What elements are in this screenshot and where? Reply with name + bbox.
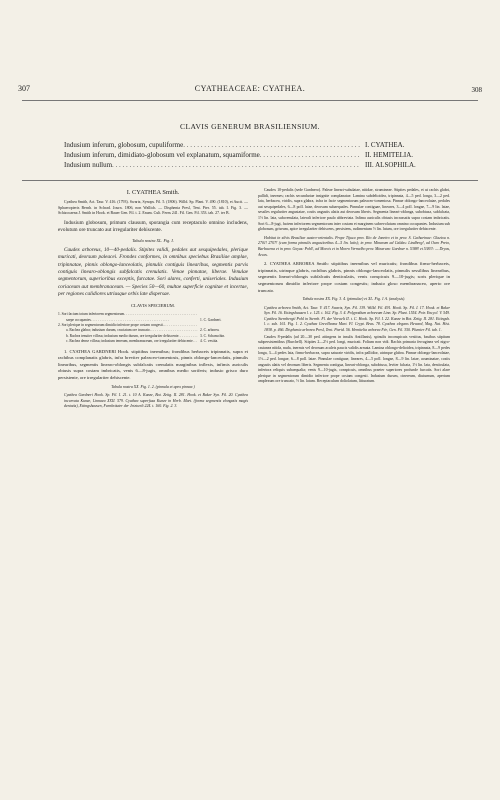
genus-references: Cyathea Smith, Act. Taur. V. 416. (1793). Swartz, Synops. Fil. 5. (1806). Willd. Sp. Plant. V. 490. (1810), et Auctt. — Sphaeropteris Bernh. in Schrad. Journ. 1806, non Wallich. — Disphenia Presl, Tent. Pter. 55. tab. I. Fig. 3. — Schizocaena J. Smith in Hook. et Bauer Gen. Fil. t. 2. Enum. Cult. Ferns 241. Fil. Gen. Fil. 353. tab. 27. ter B. — [58, 200, 248, 216]
species-key-ref: 1. C. Gardneri. — [200, 317, 222, 322]
species-key-title: CLAVIS SPECIERUM. — [130, 302, 176, 308]
key-dot-leader — [112, 160, 361, 170]
key-dot-leader — [260, 150, 361, 160]
species-key-ref: 2. C. arborea. — [200, 328, 220, 333]
species-1-title: 1. CYATHEA GARDNERI Hook. — [64, 348, 130, 354]
species-2-plate: Tabula nostra XX. Fig. 3. 4. (pinnulae) et XL. Fig. 1 A. (analysis). — [302, 297, 406, 302]
species-1-references: Cyathea Gardneri Hook. Sp. Fil. I. 21. t. 10 A. Kunze, Bot. Zeitg. II. 281. Hook. et Baker Syn. Fil. 20. Cyathea incurvata Kunze, Linnaea XXII. 579. Cyathea superfusa Kunze in Herb. Mart. (forma segmentis elongatis magis dentatis), Ettingshausen, Farnkräuter der Jetztwelt 224. t. 160. Fig. 2. 3. — [64, 393, 248, 409]
key-row — [64, 150, 460, 160]
page-number-right: 308 — [471, 86, 482, 94]
key-row-ref: I. CYATHEA. — [365, 141, 405, 149]
key-row — [64, 160, 460, 170]
species-2-description — [258, 261, 450, 294]
key-dot-leader — [183, 140, 361, 150]
key-row-text: Indusium nullum — [64, 161, 113, 169]
species-key-ref: 4. C. vestita. — [200, 339, 219, 344]
species-2-title: 2. CYATHEA ARBOREA Smith: — [264, 261, 329, 267]
page-number-left: 307 — [18, 84, 30, 93]
species-1-long-description: Caudex 10-pedalis (sede Gardnero). Paleae lineari-subulatae, nitidae, stramineae. Stipites pedales, et ut rachis glabri, pallidi, inermes; rachis secundariae insignite complanatae. Lamina subdeltoidea, tripinnata, 4—5 ped. longa, 3—2 ped. lata, herbacea, viridis, supra glabra, infra in facie segmentorum paleaceo-tomentosa. Pinnae oblongo-lanceolatae, pedales aut sesquipedales, 6—8 poll. latae, deorsum subaequales. Pinnulae contiguae, lineares, 3—4 poll. longae, 7—9 lin. latae, sessiles regulariter angustatae, costis angustis alatis aut deorsum liberis. Segmenta lineari-oblonga, subobtusa, subfalcata, 1½ lin. lata, subcrenulata, laterali inferiore paulo abbreviata. Infima auriculis obtusis incrassatis supra costam imbricatis. Sori 6—8-jugi, faciem inferiorem segmentorum inter costam et marginem subrevolutum omnino occupantes. Indusium sub globosum, griseum, apice irregulariter dehiscens, persistens, rudimentum ½ lin. latum, ore irregulariter dehiscente. — [258, 188, 450, 232]
key-row-ref: II. HEMITELIA. — [365, 151, 414, 159]
genus-latin-description: Caudex arboreus, 10—40-pedalis. Stipites validi, pedales aut sesquipedales, plerique muricati, deorsum paleacei. Frondes conformes, in omnibus speciebus Brasiliae amplae, tripinnatae, pinnis oblongo-lanceolatis, pinnulis contiguis linearibus, segmentis parvis contiguis linearo-oblongis subfalcatis crenulatis. Venae pinnatae, liberae. Venulae segmentorum, superioribus exceptis, furcatae. Sori alares, conferti, uniseriales. Indusium coriaceum aut membranaceum. — Species 50—60, multae superficie cognitae et incertae, per regiones calidiores utriusque orbis late dispersae. — [58, 246, 248, 298]
header-rule — [22, 100, 478, 101]
plate-reference: Tabula nostra XL. Fig. I. — [132, 237, 174, 243]
genus-title: I. CYATHEA Smith. — [126, 189, 180, 196]
species-key — [58, 312, 248, 344]
key-row-ref: III. ALSOPHILA. — [365, 161, 416, 169]
species-key-text: saepe occupantes — [66, 317, 91, 322]
species-2-long-description: Caudex 8-pedalis (ad 20—30 ped. attingens in insulis Antillanis), spinulis inconspicuis vestitus, basibus stipitum subpersistentibus (Burchell). Stipites 2—2½ ped. longi, muricati. Folium non vidi. Rachis primaria ferruginea vel nigro-castanea nitida, nuda, inermis vel deorsum aculeis paucis validis armata. Lamina oblongo-deltoidea, tripinnata, 8—9 pedes longa, 3—4 pedes lata, firmo-herbacea, supra saturate viridis, infra pallidior, utrinque glabra. Pinnae oblongo-lanceolatae, 1½—2 ped. longae, 6—8 poll. latae. Pinnulae contiguae, lineares, 4—5 poll. longae, 8—9 lin. latae, acuminatae, costis angustis alatis vel deorsum liberis. Segmenta contigua, lineari-oblonga, subobtusa, leviter falcata, 1½ lin. lata, denticulata, inferiora reliquis subaequalia; venis 9—10-jugis, conspicuis, omnibus praeter superiores profunde furcatis. Sori alare plerique in segmentorum dimidio inferiore prope costam congesti. Indusium durum, cinereum, diuturnum, apertum amplexum ore truncato, ½ lin. latum. Receptaculum doliolatum, litturatum. — [258, 334, 450, 384]
species-2-diagnosis: stipitibus inermibus vel muricatis; frondibus firmo-herbaceis, tripinnatis, utrinque glabris, rachibus glabris, pinnis oblongo-lanceolatis, pinnulis sessilibus linearibus, segmentis lineari-oblongis subfalcatis denticulatis, venis conspicuis 9—10-jugis; soris plerique in segmentorum dimidio inferiore prope costam congestis; indusio gloso membranaceo, aperto ore truncato. — [258, 261, 450, 293]
species-1-habitat: Habitat in silvis Brasiliae austro-orientalis. Prope Tijuca prov. Rio de Janeiro et in prov. S. Catharinae: Glaziou n. 2701! 2707! (cum forma pinnulis angustioribus 4—5 lin. latis); in prov. Minarum ad Caldas: Lindberg!, ad Ouro Preto, Barbacena et in prov. Goyaz: Pohl!, ad Morcis et in Morro Vermelho prov. Minarum: Gardner n. 5388! et 5383!: — Dryas, Arcas. — [258, 235, 450, 257]
species-key-text: 1. Sori facium totum inferiorem segmentorum — [58, 312, 125, 317]
species-key-ref: 3. C. Schanschin. — [200, 333, 226, 338]
species-key-text: b. Rachea tenuiter villosa; indusium medio durum, ore irregulariter dehiscente — [66, 333, 179, 338]
clavis-title: CLAVIS GENERUM BRASILIENSIUM. — [180, 122, 320, 131]
species-1-plate: Tabula nostra XX. Fig. 1. 2. (pinnula et apex pinnae.) — [111, 384, 195, 389]
species-key-text: 2. Sori plerique in segmentorum dimidio inferiore prope costam congesti. — [58, 322, 164, 327]
left-column — [58, 188, 248, 678]
key-row-text: Indusium inferum, dimidiato-globosum vel explanatum, squamiforme — [64, 151, 260, 159]
running-title: CYATHEACEAE: CYATHEA. — [194, 84, 306, 93]
species-key-row — [58, 339, 248, 344]
species-key-text: c. Rachea dense villosa; indusium tenerum, membranaceum, ore irregulariter dehiscente — [66, 339, 193, 344]
species-key-text: a. Rachea glabra; indusium durum, cruciatum ore truncato — [66, 328, 150, 333]
species-2-references: Cyathea arborea Smith, Act. Taur. V. 417. Swartz, Syn. Fil. 139. Willd. Fil. 491. Hook. Sp. Fil. I. 17. Hook. et Baker Syn. Fil. 16. Ettingshausen l. c. 125. t. 162. Fig. 3. 4. Polypodium arboreum Linn. Sp. Plant. 1554. Poir. Encycl. V. 549. Cyathea Sternbergii Pohl in Sternb. Fl. der Vorwelt II. t. C. Hook. Sp. Fil. I. 22. Kunze in Bot. Zeitg. II. 281. Ettingsh. l. c. sub. 161. Fig. 1. 2. Cyathea Grevilleana Mart. Fl. Crypt. Bras. 78. Cyathea elegans Heward, Mag. Nat. Hist. 1838. p. 466. Disphenia arborea Presl, Tent. Pterid. 56. Hemitelia arborea Fée, Gen. Fil. 350. Plumier Fil. tab. 1. — [264, 305, 450, 333]
section-rule — [22, 180, 478, 181]
genus-key — [64, 140, 460, 170]
key-row — [64, 140, 460, 150]
running-header — [18, 84, 482, 96]
key-row-text: Indusium inferum, globosum, cupuliforme — [64, 141, 184, 149]
species-1-diagnosis: stipitibus inermibus; frondibus herbaceis tripinnatis, supra et rachibus complanatis glabris, infra breviter paleaceo-tomentosis, pinnis oblongo-lanceolatis, pinnulis linearibus, segmentis linearo-oblongis subfalcatis crenulatis marginibus inflexis, infimis auriculis obtusis supra costam imbricatis, venis 6—8-jugis, omnibus medio soriferis; indusio grisco duro persistente, ore irregulariter dehiscente. — [58, 348, 248, 380]
species-1-description — [58, 349, 248, 382]
right-column — [258, 188, 450, 678]
genus-lead-diagnosis: Indusium globosum, primum clausum, sporangia cum receptaculo omnino includens, evolutum ore truncato aut irregulariter dehiscente. — [58, 219, 248, 234]
